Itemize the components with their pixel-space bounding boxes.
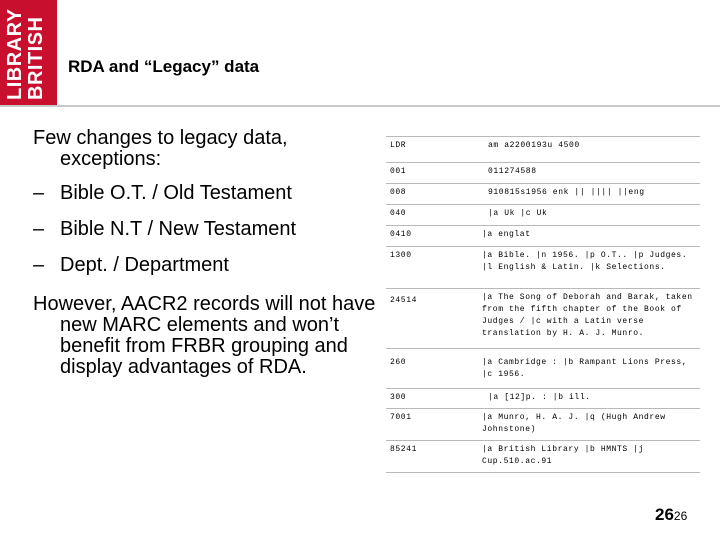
- logo-line-1: LIBRARY: [4, 8, 26, 100]
- bullet-text: Bible N.T / New Testament: [60, 218, 297, 240]
- marc-value: |a Bible. |n 1956. |p O.T.. |p Judges. |l English & Latin. |k Selections.: [478, 247, 700, 289]
- marc-record-table: [386, 136, 700, 473]
- page-number-large: 26: [655, 505, 674, 524]
- table-row: [386, 205, 700, 226]
- bullet-text: Bible O.T. / Old Testament: [60, 182, 292, 204]
- marc-value: |a Munro, H. A. J. |q (Hugh Andrew Johnstone): [478, 409, 700, 441]
- table-row: [386, 226, 700, 247]
- bullet-item: [33, 182, 383, 204]
- page-number: [655, 505, 687, 525]
- marc-tag: LDR: [386, 137, 478, 163]
- conclusion-paragraph: However, AACR2 records will not have new MARC elements and won’t benefit from FRBR grouping and display advantages of RDA.: [33, 293, 376, 378]
- marc-value: 910815s1956 enk || |||| ||eng: [478, 184, 700, 205]
- table-row: [386, 409, 700, 441]
- table-row: [386, 289, 700, 349]
- bullet-marker: –: [33, 254, 45, 276]
- bullet-text: Dept. / Department: [60, 254, 229, 276]
- marc-tag: 001: [386, 163, 478, 184]
- marc-tag: 040: [386, 205, 478, 226]
- marc-value: |a [12]p. : |b ill.: [478, 389, 700, 409]
- bullet-marker: –: [33, 182, 45, 204]
- marc-value: |a The Song of Deborah and Barak, taken from the fifth chapter of the Book of Judges / |c with a Latin verse translation by H. A. J. Munro.: [478, 289, 700, 349]
- table-row: [386, 389, 700, 409]
- marc-tag: 008: [386, 184, 478, 205]
- header-band: [0, 0, 720, 107]
- marc-value: |a Uk |c Uk: [478, 205, 700, 226]
- table-row: [386, 137, 700, 163]
- marc-value: |a englat: [478, 226, 700, 247]
- table-row: [386, 247, 700, 289]
- logo-line-2: BRITISH: [25, 16, 47, 100]
- marc-value: 011274588: [478, 163, 700, 184]
- table-row: [386, 441, 700, 473]
- page-number-small: 26: [673, 509, 688, 523]
- table-row: [386, 184, 700, 205]
- marc-tag: 1300: [386, 247, 478, 289]
- marc-tag: 300: [386, 389, 478, 409]
- marc-tag: 7001: [386, 409, 478, 441]
- marc-tag: 0410: [386, 226, 478, 247]
- marc-value: |a Cambridge : |b Rampant Lions Press, |c 1956.: [478, 349, 700, 389]
- table-row: [386, 163, 700, 184]
- left-text-block: [33, 128, 383, 378]
- marc-value: |a British Library |b HMNTS |j Cup.510.ac.91: [478, 441, 700, 473]
- british-library-logo: [0, 0, 57, 105]
- slide-title: RDA and “Legacy” data: [68, 57, 260, 76]
- bullet-item: [33, 254, 383, 276]
- bullet-marker: –: [33, 218, 45, 240]
- marc-tag: 260: [386, 349, 478, 389]
- marc-value: am a2200193u 4500: [478, 137, 700, 163]
- bullet-item: [33, 218, 383, 240]
- intro-paragraph: Few changes to legacy data, exceptions:: [33, 127, 288, 170]
- logo-text: [5, 8, 47, 100]
- marc-tag: 24514: [386, 289, 478, 349]
- table-row: [386, 349, 700, 389]
- marc-tag: 85241: [386, 441, 478, 473]
